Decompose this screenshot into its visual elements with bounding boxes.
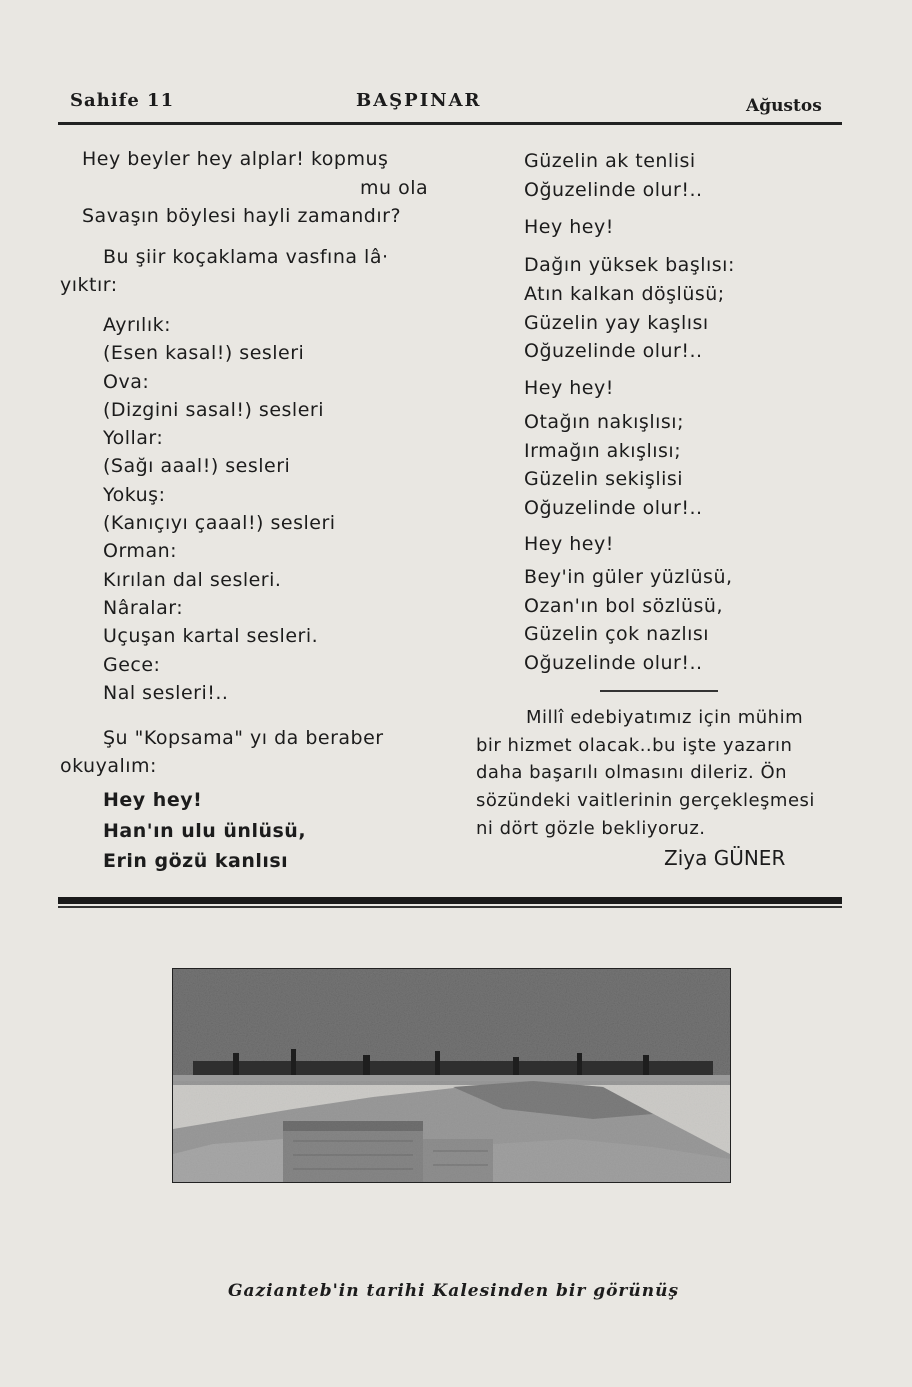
left-line-18: Gece: — [103, 654, 161, 676]
castle-photo — [172, 968, 731, 1183]
left-line-8: Ova: — [103, 371, 150, 393]
section-divider — [600, 690, 718, 692]
right-line-14: Bey'in güler yüzlüsü, — [524, 566, 733, 588]
note-line-3: daha başarılı olmasını dileriz. Ön — [476, 762, 788, 783]
right-line-2: Oğuzelinde olur!.. — [524, 179, 703, 201]
right-line-13: Hey hey! — [524, 533, 614, 555]
left-line-24: Erin gözü kanlısı — [103, 850, 289, 872]
magazine-title: BAŞPINAR — [356, 90, 482, 111]
left-line-12: Yokuş: — [103, 484, 166, 506]
left-line-13: (Kanıçıyı çaaal!) sesleri — [103, 512, 336, 534]
right-line-16: Güzelin çok nazlısı — [524, 623, 710, 645]
right-line-15: Ozan'ın bol sözlüsü, — [524, 595, 723, 617]
left-line-7: (Esen kasal!) sesleri — [103, 342, 305, 364]
note-line-5: ni dört gözle bekliyoruz. — [476, 818, 706, 839]
left-line-21: okuyalım: — [60, 755, 157, 777]
left-line-2: mu ola — [360, 177, 429, 199]
issue-month: Ağustos — [746, 96, 822, 116]
author-signature: Ziya GÜNER — [664, 846, 786, 870]
right-line-10: Irmağın akışlısı; — [524, 440, 682, 462]
left-line-10: Yollar: — [103, 427, 164, 449]
bottom-thick-rule — [58, 897, 842, 904]
left-line-17: Uçuşan kartal sesleri. — [103, 625, 319, 647]
left-line-15: Kırılan dal sesleri. — [103, 569, 282, 591]
right-line-7: Oğuzelinde olur!.. — [524, 340, 703, 362]
left-line-9: (Dizgini sasal!) sesleri — [103, 399, 324, 421]
left-line-19: Nal sesleri!.. — [103, 682, 229, 704]
right-line-11: Güzelin sekişlisi — [524, 468, 684, 490]
left-line-22: Hey hey! — [103, 789, 203, 811]
photo-caption: Gazianteb'in tarihi Kalesinden bir görünüş — [228, 1281, 680, 1301]
note-line-4: sözündeki vaitlerinin gerçekleşmesi — [476, 790, 815, 811]
left-line-3: Savaşın böylesi hayli zamandır? — [82, 205, 402, 227]
left-line-1: Hey beyler hey alplar! kopmuş — [82, 148, 389, 170]
note-line-2: bir hizmet olacak..bu işte yazarın — [476, 735, 793, 756]
right-line-17: Oğuzelinde olur!.. — [524, 652, 703, 674]
right-line-9: Otağın nakışlısı; — [524, 411, 684, 433]
right-line-4: Dağın yüksek başlısı: — [524, 254, 735, 276]
right-line-8: Hey hey! — [524, 377, 614, 399]
left-line-5: yıktır: — [60, 274, 118, 296]
note-line-1: Millî edebiyatımız için mühim — [526, 707, 804, 728]
right-line-1: Güzelin ak tenlisi — [524, 150, 696, 172]
right-line-6: Güzelin yay kaşlısı — [524, 312, 709, 334]
page-number: Sahife 11 — [70, 90, 175, 111]
left-line-4: Bu şiir koçaklama vasfına lâ· — [103, 246, 389, 268]
left-line-11: (Sağı aaal!) sesleri — [103, 455, 291, 477]
right-line-12: Oğuzelinde olur!.. — [524, 497, 703, 519]
left-line-23: Han'ın ulu ünlüsü, — [103, 820, 307, 842]
left-line-6: Ayrılık: — [103, 314, 172, 336]
right-line-3: Hey hey! — [524, 216, 614, 238]
left-line-16: Nâralar: — [103, 597, 184, 619]
bottom-thin-rule — [58, 906, 842, 908]
left-line-14: Orman: — [103, 540, 178, 562]
left-line-20: Şu "Kopsama" yı da beraber — [103, 727, 384, 749]
right-line-5: Atın kalkan döşlüsü; — [524, 283, 725, 305]
header-rule — [58, 122, 842, 125]
